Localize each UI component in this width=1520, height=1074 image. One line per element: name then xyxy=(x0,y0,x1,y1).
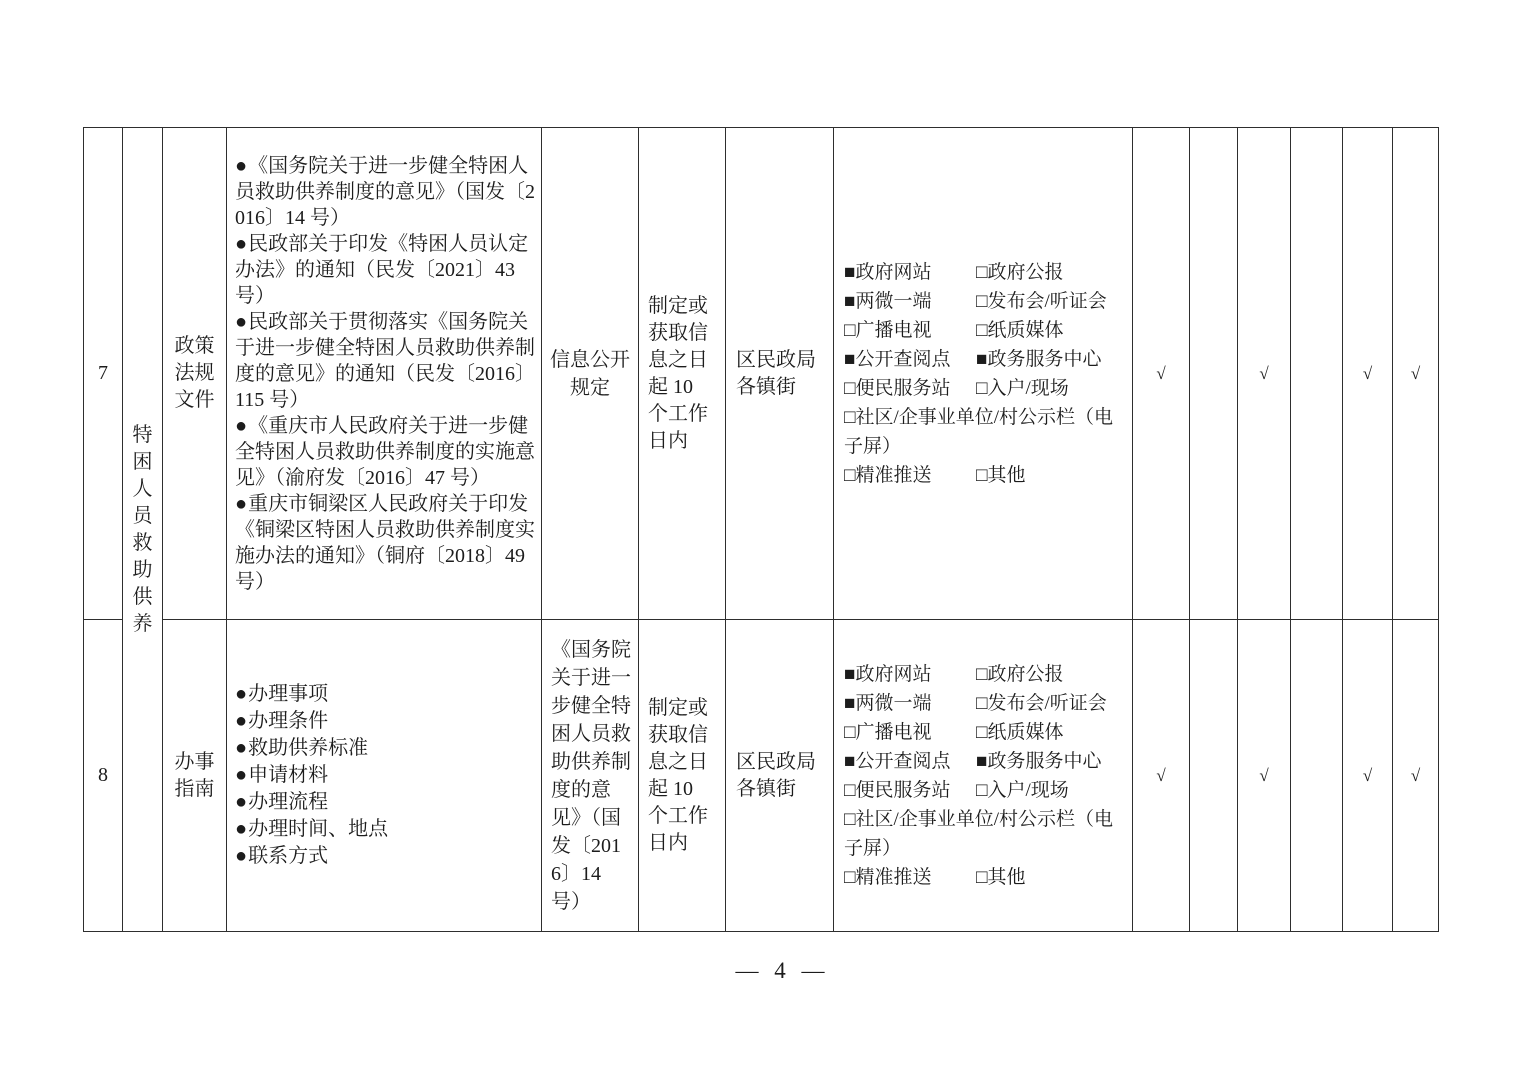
channel-option: □纸质媒体 xyxy=(976,721,1064,743)
bullet-item: ●办理事项 xyxy=(235,683,329,705)
checkbox-unchecked-icon: □ xyxy=(844,377,856,399)
timing-cell: 制定或获取信息之日起 10 个工作日内 xyxy=(639,128,726,620)
channel-option: □政府公报 xyxy=(976,663,1064,685)
disclosure-table xyxy=(83,127,1439,932)
checkbox-unchecked-icon: □ xyxy=(844,406,856,428)
mark-cell-4 xyxy=(1291,128,1343,620)
bullet-item: ●办理流程 xyxy=(235,791,329,813)
channel-option: □其他 xyxy=(976,866,1026,888)
agency-cell: 区民政局各镇街 xyxy=(726,128,834,620)
bullet-list xyxy=(235,153,536,595)
bullet-icon: ● xyxy=(235,232,248,255)
bullet-item: ●办理时间、地点 xyxy=(235,818,389,840)
checkbox-unchecked-icon: □ xyxy=(976,721,988,743)
checkbox-checked-icon: ■ xyxy=(844,348,856,370)
channel-option: □纸质媒体 xyxy=(976,319,1064,341)
checkbox-unchecked-icon: □ xyxy=(976,692,988,714)
checkbox-unchecked-icon: □ xyxy=(976,261,988,283)
mark-cell-3: √ xyxy=(1238,620,1291,932)
channels-cell xyxy=(834,128,1133,620)
bullet-item: ●申请材料 xyxy=(235,764,329,786)
subcategory-cell xyxy=(163,128,227,620)
subcategory-label: 办事 指南 xyxy=(174,750,215,800)
bullet-icon: ● xyxy=(235,414,248,437)
table-row-8 xyxy=(84,620,1439,932)
channel-option: ■两微一端 xyxy=(844,692,932,714)
channel-option: ■公开查阅点 xyxy=(844,750,951,772)
subcategory-label: 政策 法规 文件 xyxy=(174,335,215,411)
channel-option: □入户/现场 xyxy=(976,779,1069,801)
bullet-item: ●《重庆市人民政府关于进一步健全特困人员救助供养制度的实施意见》（渝府发〔2016〕47 号） xyxy=(235,414,535,489)
bullet-icon: ● xyxy=(235,845,248,867)
table-row-7 xyxy=(84,128,1439,620)
channel-option: □便民服务站 xyxy=(844,377,951,399)
channel-option: ■政府网站 xyxy=(844,663,932,685)
checkbox-checked-icon: ■ xyxy=(844,663,856,685)
channel-option: ■公开查阅点 xyxy=(844,348,951,370)
category-cell xyxy=(123,128,163,932)
bullet-item: ●民政部关于贯彻落实《国务院关于进一步健全特困人员救助供养制度的意见》的通知（民发〔2016〕115 号） xyxy=(235,310,535,411)
bullet-icon: ● xyxy=(235,737,248,759)
checkbox-unchecked-icon: □ xyxy=(844,464,856,486)
page-number: — 4 — xyxy=(735,958,825,983)
bullet-icon: ● xyxy=(235,683,248,705)
bullet-item: ●办理条件 xyxy=(235,710,329,732)
mark-cell-6: √ xyxy=(1393,128,1439,620)
channel-option: □入户/现场 xyxy=(976,377,1069,399)
mark-cell-2 xyxy=(1190,620,1238,932)
channel-option: □其他 xyxy=(976,464,1026,486)
bullet-item: ●救助供养标准 xyxy=(235,737,369,759)
mark-cell-5: √ xyxy=(1343,128,1393,620)
channel-option: □精准推送 xyxy=(844,464,932,486)
channel-option: □便民服务站 xyxy=(844,779,951,801)
checkbox-unchecked-icon: □ xyxy=(976,319,988,341)
bullet-icon: ● xyxy=(235,710,248,732)
channel-option: □广播电视 xyxy=(844,721,932,743)
agency-cell: 区民政局各镇街 xyxy=(726,620,834,932)
channel-option: □政府公报 xyxy=(976,261,1064,283)
channel-option: □精准推送 xyxy=(844,866,932,888)
checkbox-checked-icon: ■ xyxy=(844,261,856,283)
row-seq: 8 xyxy=(84,620,123,932)
channel-list xyxy=(844,660,1126,892)
checkbox-unchecked-icon: □ xyxy=(844,866,856,888)
mark-cell-1: √ xyxy=(1133,620,1190,932)
checkbox-unchecked-icon: □ xyxy=(976,464,988,486)
bullet-icon: ● xyxy=(235,492,248,515)
bullet-icon: ● xyxy=(235,154,248,177)
channel-option: □发布会/听证会 xyxy=(976,692,1107,714)
mark-cell-3: √ xyxy=(1238,128,1291,620)
category-label: 特 困 人 员 救 助 供 养 xyxy=(132,423,153,635)
basis-cell: 信息公开规定 xyxy=(542,128,639,620)
content-cell xyxy=(227,128,542,620)
basis-cell: 《国务院关于进一步健全特困人员救助供养制度的意见》（国发〔2016〕14 号） xyxy=(542,620,639,932)
mark-cell-1: √ xyxy=(1133,128,1190,620)
channel-option: □社区/企事业单位/村公示栏（电子屏） xyxy=(844,808,1114,859)
channel-option: ■政务服务中心 xyxy=(976,750,1102,772)
timing-cell: 制定或获取信息之日起 10 个工作日内 xyxy=(639,620,726,932)
mark-cell-6: √ xyxy=(1393,620,1439,932)
row-seq: 7 xyxy=(84,128,123,620)
content-cell xyxy=(227,620,542,932)
channels-cell xyxy=(834,620,1133,932)
bullet-item: ●《国务院关于进一步健全特困人员救助供养制度的意见》（国发〔2016〕14 号） xyxy=(235,154,535,229)
checkbox-unchecked-icon: □ xyxy=(976,779,988,801)
channel-option: ■政务服务中心 xyxy=(976,348,1102,370)
checkbox-unchecked-icon: □ xyxy=(976,290,988,312)
checkbox-unchecked-icon: □ xyxy=(844,721,856,743)
checkbox-unchecked-icon: □ xyxy=(844,779,856,801)
bullet-icon: ● xyxy=(235,791,248,813)
bullet-icon: ● xyxy=(235,818,248,840)
checkbox-unchecked-icon: □ xyxy=(976,377,988,399)
channel-option: ■政府网站 xyxy=(844,261,932,283)
checkbox-checked-icon: ■ xyxy=(844,692,856,714)
bullet-item: ●重庆市铜梁区人民政府关于印发《铜梁区特困人员救助供养制度实施办法的通知》（铜府〔2018〕49 号） xyxy=(235,492,535,593)
checkbox-unchecked-icon: □ xyxy=(844,808,856,830)
mark-cell-2 xyxy=(1190,128,1238,620)
channel-option: □发布会/听证会 xyxy=(976,290,1107,312)
checkbox-checked-icon: ■ xyxy=(976,348,988,370)
channel-option: □广播电视 xyxy=(844,319,932,341)
mark-cell-4 xyxy=(1291,620,1343,932)
channel-option: □社区/企事业单位/村公示栏（电子屏） xyxy=(844,406,1114,457)
bullet-icon: ● xyxy=(235,310,248,333)
channel-option: ■两微一端 xyxy=(844,290,932,312)
checkbox-unchecked-icon: □ xyxy=(976,866,988,888)
checkbox-unchecked-icon: □ xyxy=(844,319,856,341)
bullet-item: ●民政部关于印发《特困人员认定办法》的通知（民发〔2021〕43 号） xyxy=(235,232,529,307)
bullet-item: ●联系方式 xyxy=(235,845,329,867)
channel-list xyxy=(844,258,1126,490)
bullet-list xyxy=(235,681,536,870)
checkbox-checked-icon: ■ xyxy=(844,290,856,312)
mark-cell-5: √ xyxy=(1343,620,1393,932)
subcategory-cell xyxy=(163,620,227,932)
checkbox-checked-icon: ■ xyxy=(976,750,988,772)
checkbox-unchecked-icon: □ xyxy=(976,663,988,685)
checkbox-checked-icon: ■ xyxy=(844,750,856,772)
bullet-icon: ● xyxy=(235,764,248,786)
